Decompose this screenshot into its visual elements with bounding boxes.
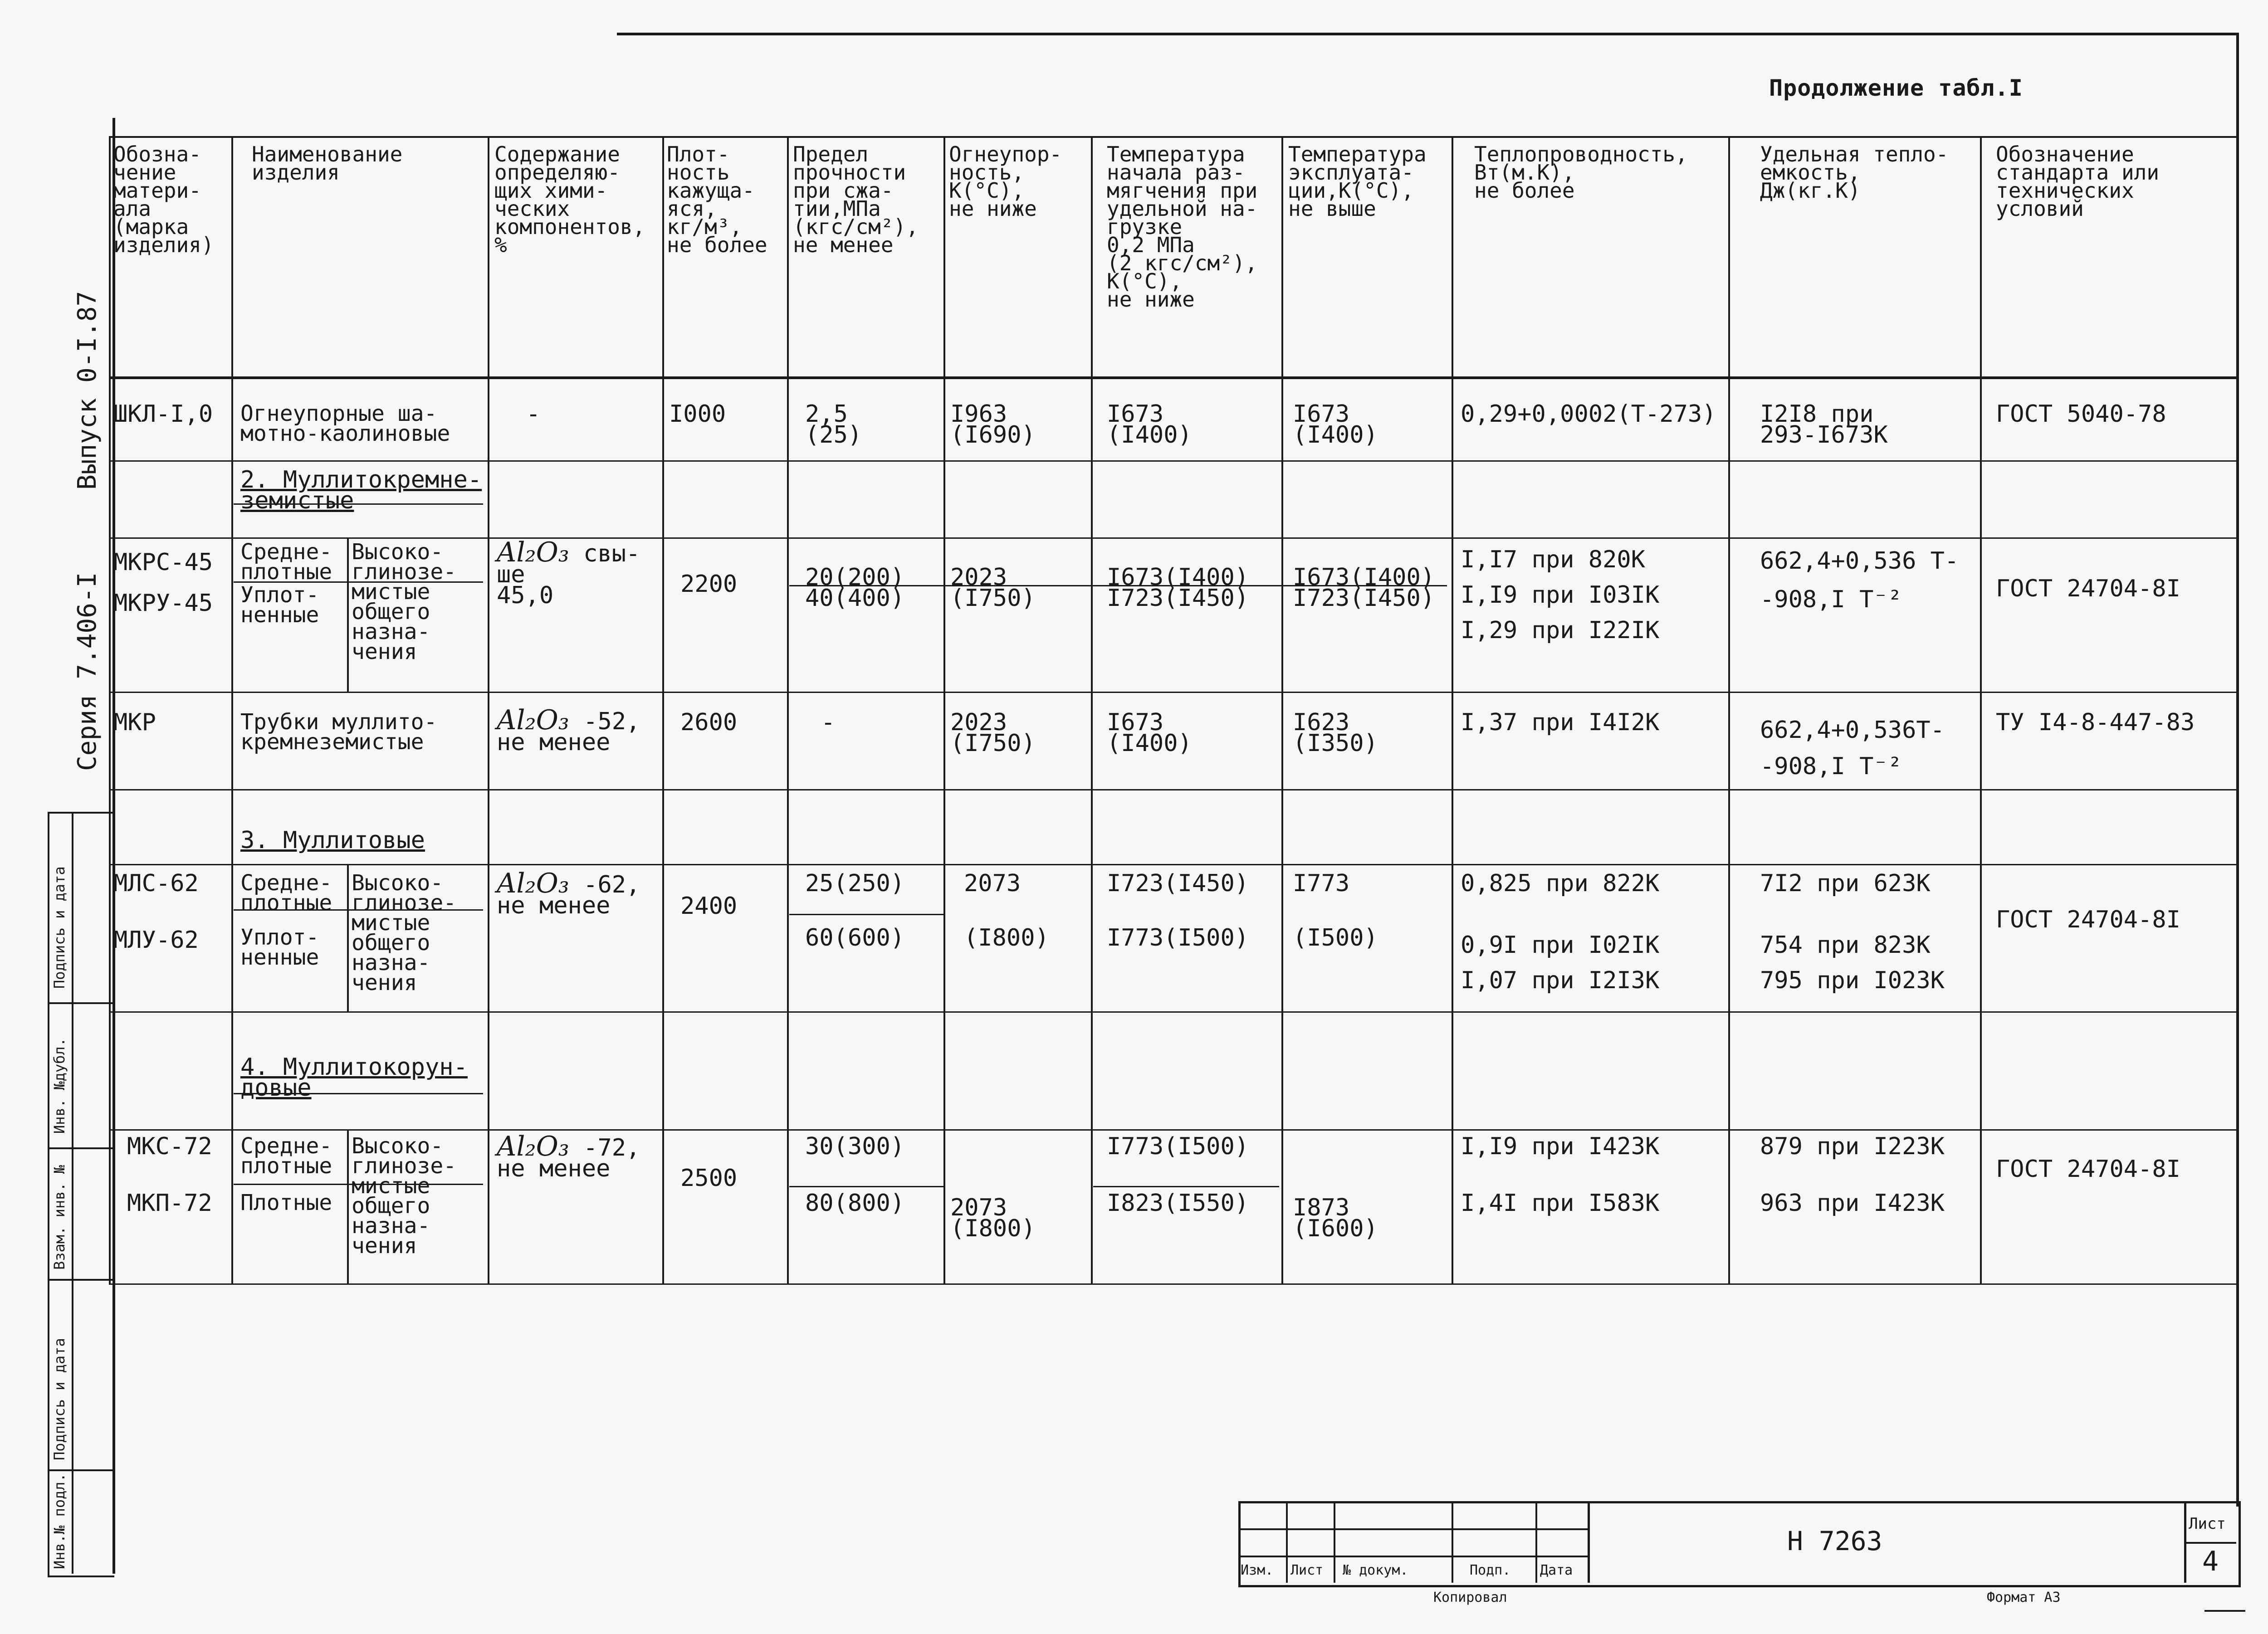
continuation-label: Продолжение табл.I xyxy=(1769,75,2023,101)
mk72-mark-2: МКП-72 xyxy=(127,1190,212,1217)
ml62-name-c: Высоко- глинозе- мистые общего назна- чения xyxy=(352,870,457,995)
format-label: Формат А3 xyxy=(1987,1590,2061,1605)
header-standard: Обозначение стандарта или технических условий xyxy=(1996,142,2160,221)
mkr45-service: I673(I400) I723(I450) xyxy=(1293,564,1435,612)
header-conductivity: Теплопроводность, Вт(м.К), не более xyxy=(1474,142,1688,203)
shkl-softening: I673 (I400) xyxy=(1107,400,1192,449)
frame-top-line xyxy=(617,33,2236,35)
mkr45-conductivity: I,I7 при 820К I,I9 при I03IК I,29 при I22IК xyxy=(1461,546,1660,644)
ml62-heat-capacity-2: 754 при 823К 795 при I023К xyxy=(1760,932,1945,994)
section-3-title: 3. Муллитовые xyxy=(240,827,425,854)
shkl-refractoriness: I963 (I690) xyxy=(950,400,1036,449)
mkr-heat-capacity: 662,4+0,536Т- -908,I Т⁻² xyxy=(1760,717,1945,780)
mk72-strength-2: 80(800) xyxy=(805,1190,905,1217)
mkr-name: Трубки муллито- кремнеземистые xyxy=(240,709,437,755)
mkr-content: Al₂O₃ -52, не менее xyxy=(497,704,640,756)
shkl-heat-capacity: I2I8 при 293-I673К xyxy=(1760,400,1888,449)
shkl-name: Огнеупорные ша- мотно-каолиновые xyxy=(240,401,450,446)
shkl-strength: 2,5 (25) xyxy=(805,400,862,449)
stamp-label-list: Лист xyxy=(1290,1562,1324,1578)
ml62-service-2: (I500) xyxy=(1293,924,1378,951)
ml62-mark-2: МЛУ-62 xyxy=(113,927,199,954)
mkr-mark: МКР xyxy=(113,709,156,736)
shkl-standard: ГОСТ 5040-78 xyxy=(1996,400,2166,428)
mk72-softening-1: I773(I500) xyxy=(1107,1133,1249,1160)
sheet-number: 4 xyxy=(2202,1546,2219,1577)
header-heat-capacity: Удельная тепло- емкость, Дж(кг.К) xyxy=(1760,142,1949,203)
side-vzam-inv: Взам. инв. № xyxy=(51,1165,68,1270)
header-mark: Обозна- чение матери- ала (марка изделия) xyxy=(113,142,214,257)
ml62-strength-2: 60(600) xyxy=(805,924,905,951)
side-inv-podl: Инв.№ подл. xyxy=(51,1473,68,1569)
mkr-refractoriness: 2023 (I750) xyxy=(950,709,1036,757)
mk72-density: 2500 xyxy=(680,1165,738,1192)
mk72-refractoriness: 2073 (I800) xyxy=(950,1194,1036,1242)
table-top-line xyxy=(109,136,2236,138)
mkr45-name-b: Уплот- ненные xyxy=(240,582,319,628)
mk72-name-b: Плотные xyxy=(240,1190,332,1215)
al2o3-formula: Al₂O₃ xyxy=(497,537,569,568)
mkr-softening: I673 (I400) xyxy=(1107,709,1192,757)
mkr45-marks: МКРС-45 МКРУ-45 xyxy=(113,549,213,617)
mkr45-name-a: Средне- плотные xyxy=(240,539,332,585)
document-code: Н 7263 xyxy=(1787,1526,1882,1556)
mk72-heat-capacity-1: 879 при I223К xyxy=(1760,1133,1945,1160)
series-label: Серия 7.406-I xyxy=(73,572,102,771)
header-service-temp: Температура эксплуата- ции,К(°С), не выше xyxy=(1288,142,1427,221)
side-stamp-divider xyxy=(72,812,73,1574)
ml62-name-b: Уплот- ненные xyxy=(240,925,319,970)
frame-right-line xyxy=(2236,33,2239,1507)
ml62-softening-1: I723(I450) xyxy=(1107,870,1249,897)
side-sign-date-2: Подпись и дата xyxy=(51,1338,68,1460)
mkr45-name-c: Высоко- глинозе- мистые общего назна- чения xyxy=(352,539,457,664)
ml62-content: Al₂O₃ -62, не менее xyxy=(497,868,640,919)
ml62-refractoriness-2: (I800) xyxy=(964,924,1049,951)
mk72-name-a: Средне- плотные xyxy=(240,1133,332,1179)
ml62-strength-1: 25(250) xyxy=(805,870,905,897)
stamp-label-sign: Подп. xyxy=(1470,1562,1511,1578)
shkl-density: I000 xyxy=(669,400,726,428)
header-content: Содержание определяю- щих хими- ческих компонентов, % xyxy=(494,142,645,257)
header-bottom-line xyxy=(109,376,2236,379)
mkr45-softening: I673(I400) I723(I450) xyxy=(1107,564,1249,612)
section-2-title: 2. Муллитокремне- земистые xyxy=(240,466,482,514)
ml62-heat-capacity-1: 7I2 при 623К xyxy=(1760,870,1931,897)
stamp-label-date: Дата xyxy=(1540,1562,1573,1578)
shkl-service: I673 (I400) xyxy=(1293,400,1378,449)
ml62-conductivity-2: 0,9I при I02IК I,07 при I2I3К xyxy=(1461,932,1660,994)
ml62-service-1: I773 xyxy=(1293,870,1350,897)
header-name: Наименование изделия xyxy=(252,142,403,185)
mk72-softening-2: I823(I550) xyxy=(1107,1190,1249,1217)
mk72-heat-capacity-2: 963 при I423К xyxy=(1760,1190,1945,1217)
mk72-service: I873 (I600) xyxy=(1293,1194,1378,1242)
ml62-refractoriness-1: 2073 xyxy=(964,870,1021,897)
mk72-strength-1: 30(300) xyxy=(805,1133,905,1160)
mkr45-strength: 20(200) 40(400) xyxy=(805,564,905,612)
mkr45-density: 2200 xyxy=(680,571,738,598)
mk72-conductivity-1: I,I9 при I423К xyxy=(1461,1133,1660,1160)
shkl-mark: ШКЛ-I,0 xyxy=(113,400,213,428)
mkr-standard: ТУ I4-8-447-83 xyxy=(1996,709,2195,736)
shkl-content: - xyxy=(526,400,541,428)
ml62-mark-1: МЛС-62 xyxy=(113,870,199,897)
mk72-standard: ГОСТ 24704-8I xyxy=(1996,1156,2180,1183)
ml62-density: 2400 xyxy=(680,893,738,920)
mkr-conductivity: I,37 при I4I2К xyxy=(1461,709,1660,736)
header-refractoriness: Огнеупор- ность, К(°С), не ниже xyxy=(949,142,1062,221)
mkr45-refractoriness: 2023 (I750) xyxy=(950,564,1036,612)
mk72-conductivity-2: I,4I при I583К xyxy=(1461,1190,1660,1217)
header-density: Плот- ность кажуща- яся, кг/м³, не более xyxy=(667,142,767,257)
mkr45-content: Al₂O₃ свы- ше 45,0 xyxy=(497,537,640,609)
sheet-label: Лист xyxy=(2189,1515,2226,1533)
ml62-standard: ГОСТ 24704-8I xyxy=(1996,906,2180,933)
mkr-service: I623 (I350) xyxy=(1293,709,1378,757)
side-inv-dubl: Инв. №дубл. xyxy=(51,1038,68,1134)
mkr-strength: - xyxy=(821,709,836,736)
mk72-mark-1: МКС-72 xyxy=(127,1133,212,1160)
stamp-label-izm: Изм. xyxy=(1241,1562,1274,1578)
ml62-softening-2: I773(I500) xyxy=(1107,924,1249,951)
ml62-conductivity-1: 0,825 при 822К xyxy=(1461,870,1660,897)
ml62-name-a: Средне- плотные xyxy=(240,870,332,916)
mk72-content: Al₂O₃ -72, не менее xyxy=(497,1131,640,1182)
stamp-label-doc: № докум. xyxy=(1343,1562,1408,1578)
copied-by-label: Копировал xyxy=(1433,1590,1507,1605)
section-4-title: 4. Муллитокорун- довые xyxy=(240,1054,468,1102)
header-strength: Предел прочности при сжа- тии,МПа (кгс/см²), не менее xyxy=(793,142,919,257)
header-softening-temp: Температура начала раз- мягчения при удельной на- грузке 0,2 МПа (2 кгс/см²), К(°С), не ниже xyxy=(1107,142,1258,312)
issue-label: Выпуск 0-I.87 xyxy=(73,291,102,490)
mkr45-heat-capacity: 662,4+0,536 Т- -908,I Т⁻² xyxy=(1760,547,1959,613)
side-sign-date-1: Подпись и дата xyxy=(51,866,68,989)
mkr-density: 2600 xyxy=(680,709,738,736)
mk72-name-c: Высоко- глинозе- мистые общего назна- чения xyxy=(352,1133,457,1258)
shkl-conductivity: 0,29+0,0002(Т-273) xyxy=(1461,400,1716,428)
mkr45-standard: ГОСТ 24704-8I xyxy=(1996,575,2180,602)
